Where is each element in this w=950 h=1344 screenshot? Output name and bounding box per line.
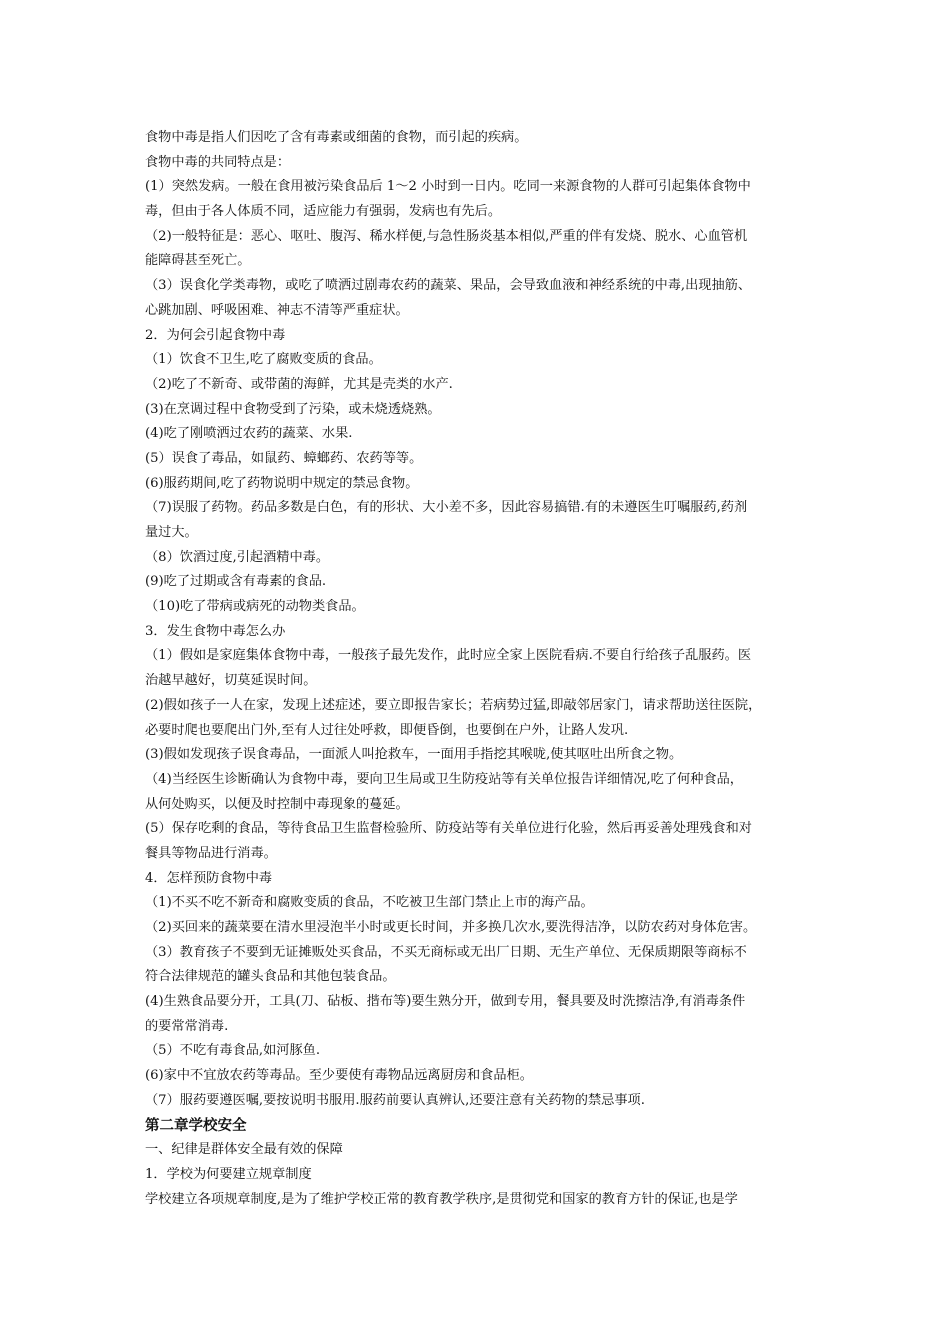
- text-line: (5）保存吃剩的食品，等待食品卫生监督检验所、防疫站等有关单位进行化验，然后再妥善处理残食和对: [145, 821, 752, 837]
- text-line: 能障碍甚至死亡。: [145, 253, 251, 269]
- body-text: [145, 126, 815, 1114]
- text-line: （3）教育孩子不要到无证摊贩处买食品，不买无商标或无出厂日期、无生产单位、无保质期限等商标不: [145, 944, 747, 960]
- text-line: 心跳加剧、呼吸困难、神志不清等严重症状。: [145, 302, 409, 318]
- section-line: 1．学校为何要建立规章制度: [145, 1166, 312, 1182]
- text-line: （3）误食化学类毒物，或吃了喷洒过剧毒农药的蔬菜、果品，会导致血液和神经系统的中毒,出现抽筋、: [145, 278, 752, 294]
- text-line: (2)假如孩子一人在家，发现上述症述，要立即报告家长；若病势过猛,即敲邻居家门，请求帮助送往医院，: [145, 697, 762, 713]
- text-line: 必要时爬也要爬出门外,至有人过往处呼救，即便昏倒，也要倒在户外，让路人发巩.: [145, 722, 629, 738]
- text-line: （1）假如是家庭集体食物中毒，一般孩子最先发作，此时应全家上医院看病.不要自行给孩子乱服药。医: [145, 648, 752, 664]
- text-line: （1)不买不吃不新奇和腐败变质的食品，不吃被卫生部门禁止上市的海产品。: [145, 895, 594, 911]
- text-line: (9)吃了过期或含有毒素的食品.: [145, 574, 327, 590]
- text-line: (6)服药期间,吃了药物说明中规定的禁忌食物。: [145, 475, 419, 491]
- text-line: 食物中毒是指人们因吃了含有毒素或细菌的食物，而引起的疾病。: [145, 130, 528, 145]
- text-line: (3)假如发现孩子误食毒品，一面派人叫抢救车，一面用手指挖其喉咙,使其呕吐出所食之物。: [145, 747, 683, 763]
- text-line: （2)吃了不新奇、或带菌的海鲜，尤其是壳类的水产.: [145, 376, 453, 392]
- text-line: 3．发生食物中毒怎么办: [145, 623, 286, 639]
- text-line: （2)买回来的蔬菜要在清水里浸泡半小时或更长时间，并多换几次水,要洗得洁净，以防农药对身体危害。: [145, 920, 757, 935]
- text-line: 食物中毒的共同特点是：: [145, 154, 291, 170]
- text-line: 餐具等物品进行消毒。: [145, 845, 277, 861]
- text-line: 治越早越好，切莫延误时间。: [145, 673, 317, 689]
- text-line: (4)生熟食品要分开，工具(刀、砧板、揩布等)要生熟分开，做到专用，餐具要及时洗擦洁净,有消毒条件: [145, 994, 746, 1010]
- section-line: 学校建立各项规章制度,是为了维护学校正常的教育教学秩序,是贯彻党和国家的教育方针的保证,也是学: [145, 1191, 738, 1207]
- section-line: 一、纪律是群体安全最有效的保障: [145, 1142, 343, 1158]
- text-line: （2)一般特征是：恶心、呕吐、腹泻、稀水样便,与急性肠炎基本相似,严重的伴有发烧、脱水、心血管机: [145, 228, 748, 244]
- text-line: 毒，但由于各人体质不同，适应能力有强弱，发病也有先后。: [145, 204, 502, 220]
- text-line: （8）饮酒过度,引起酒精中毒。: [145, 549, 330, 565]
- text-line: (5）误食了毒品，如鼠药、蟑螂药、农药等等。: [145, 450, 423, 466]
- text-line: 2．为何会引起食物中毒: [145, 327, 286, 343]
- section-text: [145, 1138, 815, 1212]
- text-line: 量过大。: [145, 525, 198, 540]
- text-line: 从何处购买，以便及时控制中毒现象的蔓延。: [145, 796, 409, 812]
- text-line: （7)误服了药物。药品多数是白色，有的形状、大小差不多，因此容易搞错.有的未遵医生叮嘱服药,药剂: [145, 500, 748, 516]
- text-line: （7）服药要遵医嘱,要按说明书服用.服药前要认真辨认,还要注意有关药物的禁忌事项.: [145, 1092, 645, 1108]
- text-line: (1）突然发病。一般在食用被污染食品后 1～2 小时到一日内。吃同一来源食物的人群可引起集体食物中: [145, 179, 751, 195]
- text-line: （1）饮食不卫生,吃了腐败变质的食品。: [145, 352, 382, 368]
- text-line: （4)当经医生诊断确认为食物中毒，要向卫生局或卫生防疫站等有关单位报告详细情况,吃了何种食品，: [145, 771, 743, 787]
- text-line: （5）不吃有毒食品,如河豚鱼.: [145, 1043, 321, 1059]
- text-line: (6)家中不宜放农药等毒品。至少要使有毒物品远离厨房和食品柜。: [145, 1068, 533, 1084]
- text-line: （10)吃了带病或病死的动物类食品。: [145, 599, 365, 615]
- text-line: (3)在烹调过程中食物受到了污染，或未烧透烧熟。: [145, 401, 441, 417]
- text-line: 4．怎样预防食物中毒: [145, 870, 273, 886]
- text-line: 符合法律规范的罐头食品和其他包装食品。: [145, 969, 396, 985]
- text-line: 的要常常消毒.: [145, 1018, 229, 1034]
- document-page: [145, 126, 815, 1212]
- chapter-heading: 第二章学校安全: [145, 1116, 247, 1134]
- text-line: (4)吃了刚喷洒过农药的蔬菜、水果.: [145, 426, 353, 442]
